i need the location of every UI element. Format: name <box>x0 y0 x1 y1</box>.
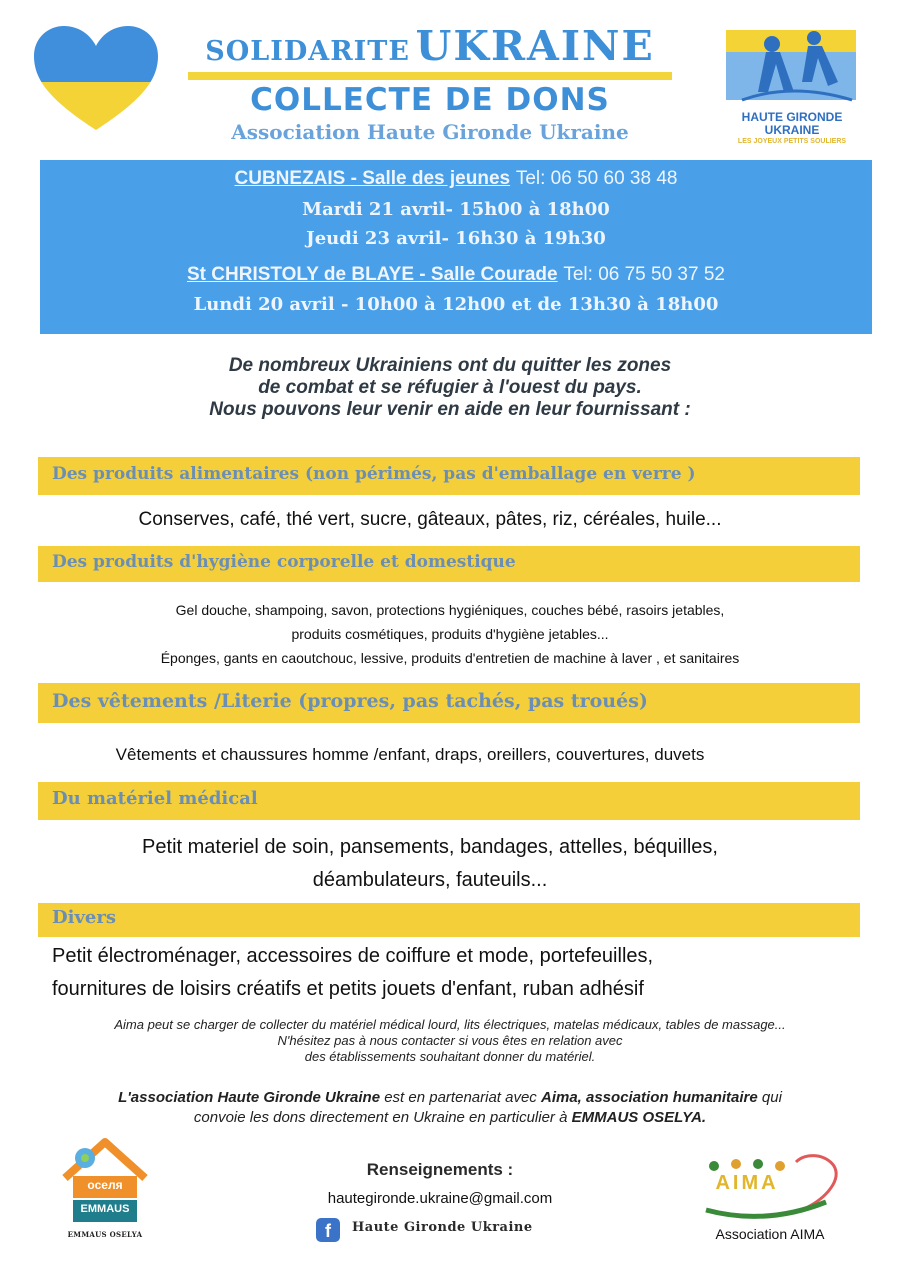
emmaus-logo-text: EMMAUS <box>80 1203 130 1215</box>
note-line: des établissements souhaitant donner du matériel. <box>304 1049 596 1064</box>
oselya-caption: EMMAUS OSELYA <box>67 1230 143 1239</box>
partner-line2: convoie les dons directement en Ukraine en particulier à <box>193 1109 568 1126</box>
association-name: Association Haute Gironde Ukraine <box>231 120 629 144</box>
category-title: Des produits d'hygiène corporelle et domestique <box>52 552 516 572</box>
logo-line2: UKRAINE <box>764 123 820 137</box>
contact-email[interactable]: hautegironde.ukraine@gmail.com <box>327 1190 553 1207</box>
subtitle: COLLECTE DE DONS <box>250 82 610 118</box>
item-line: produits cosmétiques, produits d'hygiène jetables... <box>291 626 609 642</box>
item-line: Gel douche, shampoing, savon, protections hygiéniques, couches bébé, rasoirs jetables, <box>175 602 725 618</box>
category-title: Du matériel médical <box>52 788 258 809</box>
category-medical <box>38 782 860 820</box>
logo-tagline: LES JOYEUX PETITS SOULIERS <box>737 138 847 145</box>
intro-line: de combat et se réfugier à l'ouest du pays. <box>258 377 642 398</box>
category-clothing-items: Vêtements et chaussures homme /enfant, draps, oreillers, couvertures, duvets <box>115 745 705 764</box>
aima-logo-text: AIMA <box>715 1172 779 1194</box>
location-1-date-1: Mardi 21 avril- 15h00 à 18h00 <box>302 199 610 220</box>
partner-text2: qui <box>761 1089 782 1106</box>
note-line: Aima peut se charger de collecter du matériel médical lourd, lits électriques, matelas médicaux, tables de massage... <box>114 1017 786 1032</box>
location-1-header <box>40 168 872 190</box>
haute-gironde-logo <box>722 22 862 152</box>
partner-emmaus: EMMAUS OSELYA. <box>571 1109 707 1126</box>
aima-logo <box>696 1152 856 1224</box>
page-title <box>190 22 670 70</box>
title-big: UKRAINE <box>415 22 655 70</box>
aima-label: Association AIMA <box>715 1226 825 1242</box>
note-line: N'hésitez pas à nous contacter si vous êtes en relation avec <box>277 1033 623 1048</box>
partnership-text <box>30 1088 870 1128</box>
category-title: Des produits alimentaires (non périmés, pas d'emballage en verre ) <box>52 464 696 484</box>
category-food <box>38 457 860 495</box>
oselya-logo-text: оселя <box>87 1178 123 1192</box>
location-2-place: St CHRISTOLY de BLAYE - Salle Courade <box>187 264 558 285</box>
category-title: Des vêtements /Literie (propres, pas tachés, pas troués) <box>52 690 648 712</box>
intro-line: De nombreux Ukrainiens ont du quitter les zones <box>228 355 672 376</box>
oselya-logo <box>55 1128 155 1228</box>
category-medical-items <box>30 831 830 897</box>
locations-box <box>40 160 872 334</box>
item-line: déambulateurs, fauteuils... <box>312 869 548 891</box>
item-line: fournitures de loisirs créatifs et petits jouets d'enfant, ruban adhésif <box>52 978 644 1000</box>
intro-text <box>80 355 820 421</box>
logo-line1: HAUTE GIRONDE <box>741 110 843 124</box>
category-title: Divers <box>52 907 116 928</box>
item-line: Petit materiel de soin, pansements, bandages, attelles, béquilles, <box>142 836 718 858</box>
location-2-date-1: Lundi 20 avril - 10h00 à 12h00 et de 13h30 à 18h00 <box>193 294 719 315</box>
location-1-date-2: Jeudi 23 avril- 16h30 à 19h30 <box>306 228 606 249</box>
item-line: Petit électroménager, accessoires de coiffure et mode, portefeuilles, <box>52 945 654 967</box>
location-2-tel: Tel: 06 75 50 37 52 <box>563 264 725 285</box>
intro-line: Nous pouvons leur venir en aide en leur fournissant : <box>209 399 691 420</box>
location-1-place: CUBNEZAIS - Salle des jeunes <box>234 168 511 189</box>
partner-aima: Aima, association humanitaire <box>540 1089 758 1106</box>
partner-org: L'association Haute Gironde Ukraine <box>118 1089 381 1106</box>
category-hygiene <box>38 546 860 582</box>
location-2-header <box>40 264 872 286</box>
facebook-label: Haute Gironde Ukraine <box>352 1220 533 1235</box>
location-1-tel: Tel: 06 50 60 38 48 <box>515 168 678 189</box>
partner-text1: est en partenariat avec <box>384 1089 537 1106</box>
ukraine-heart-icon <box>30 22 162 134</box>
dancers-icon <box>722 22 862 110</box>
category-misc <box>38 903 860 937</box>
item-line: Éponges, gants en caoutchouc, lessive, produits d'entretien de machine à laver , et sanitaires <box>160 650 740 666</box>
title-underline <box>188 72 672 80</box>
category-clothing <box>38 683 860 723</box>
category-misc-items <box>30 940 852 1006</box>
contact-heading: Renseignements : <box>366 1160 514 1179</box>
aima-note <box>30 1017 870 1065</box>
category-food-items: Conserves, café, thé vert, sucre, gâteaux, pâtes, riz, céréales, huile... <box>138 509 722 530</box>
facebook-link[interactable] <box>316 1216 576 1244</box>
facebook-icon: f <box>316 1218 340 1242</box>
category-hygiene-items <box>40 598 860 670</box>
title-small: SOLIDARITE <box>205 36 410 67</box>
